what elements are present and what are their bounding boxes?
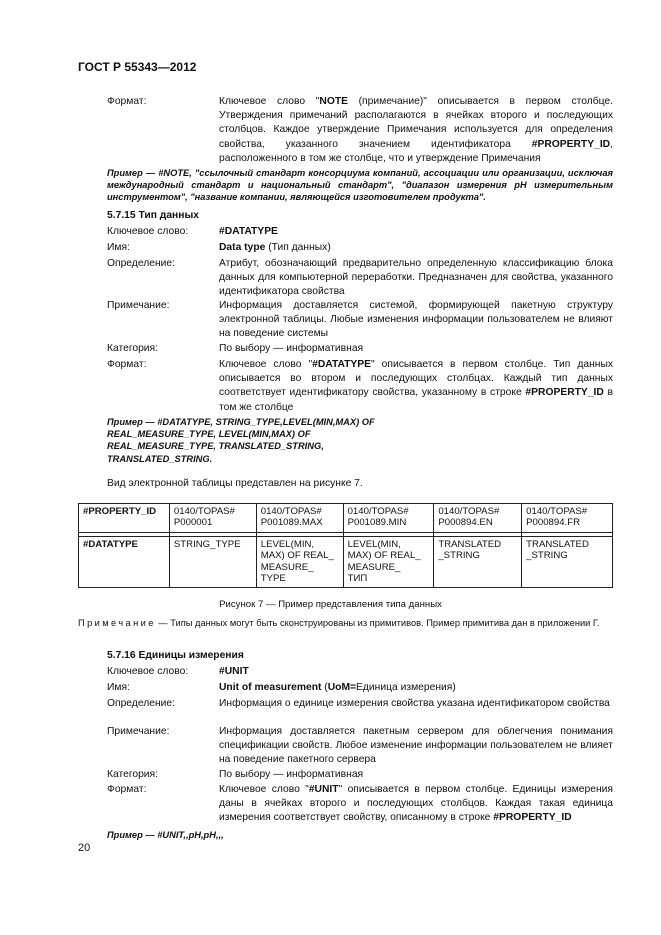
- example-datatype: Пример — #DATATYPE, STRING_TYPE,LEVEL(MIN,MAX) OF REAL_MEASURE_TYPE, LEVEL(MIN,MAX) OF REAL_MEASURE_TYPE, TRANSLATED_STRING, TRANSLATED_STRING.: [107, 417, 375, 464]
- table-cell: #DATATYPE: [79, 536, 170, 588]
- format-label: Формат:: [107, 359, 147, 370]
- keyword-value: #UNIT: [219, 666, 249, 677]
- remark-value: Информация доставляется пакетным сервером для облегчения понимания спецификации свойств. Любое изменение информации пользователем не влияет на поведение пакетного сервера: [219, 726, 613, 766]
- definition-label: Определение:: [107, 698, 175, 709]
- table-row: [79, 536, 613, 588]
- table-cell: 0140/TOPAS# P000894.FR: [522, 504, 613, 533]
- table-cell: LEVEL(MIN, MAX) OF REAL_ MEASURE_ TYPE: [256, 536, 343, 588]
- keyword-value: #DATATYPE: [219, 226, 278, 237]
- remark-label: Примечание:: [107, 726, 170, 737]
- note-format-label: Формат:: [107, 96, 147, 107]
- figure-7-table: [78, 503, 613, 588]
- section-title-datatype: 5.7.15 Тип данных: [107, 210, 200, 221]
- category-label: Категория:: [107, 343, 158, 354]
- category-label: Категория:: [107, 769, 158, 780]
- keyword: NOTE: [319, 96, 348, 107]
- table-cell: 0140/TOPAS# P000001: [169, 504, 256, 533]
- name-label: Имя:: [107, 682, 130, 693]
- keyword-label: Ключевое слово:: [107, 226, 189, 237]
- format-value: Ключевое слово "#UNIT" описывается в первом столбце. Единицы измерения даны в ячейках второго и последующих столбцов. Каждая такая единица измерения соответствует свойству, описанному в строке #PROPERTY_ID: [219, 784, 613, 824]
- category-value: По выбору — информативная: [219, 769, 364, 780]
- keyword-label: Ключевое слово:: [107, 666, 189, 677]
- category-value: По выбору — информативная: [219, 343, 364, 354]
- keyword: #PROPERTY_ID: [531, 138, 611, 150]
- table-cell: TRANSLATED _STRING: [522, 536, 613, 588]
- table-cell: 0140/TOPAS# P001089.MIN: [343, 504, 434, 533]
- name-value: Unit of measurement (UoM=Единица измерения): [219, 682, 456, 693]
- definition-label: Определение:: [107, 258, 175, 269]
- remark-label: Примечание:: [107, 300, 170, 311]
- name-value: Data type (Тип данных): [219, 242, 331, 253]
- definition-value: Информация о единице измерения свойства указана идентификатором свойства: [219, 698, 610, 709]
- figure-intro: Вид электронной таблицы представлен на рисунке 7.: [107, 478, 363, 489]
- figure-caption: Рисунок 7 — Пример представления типа данных: [219, 599, 442, 610]
- page-number: 20: [78, 842, 91, 854]
- page-header: ГОСТ Р 55343—2012: [78, 60, 197, 74]
- remark-value: Информация доставляется системой, формирующей пакетную структуру электронной таблицы. Любые изменения информации пользователем не влияют на поведение системы: [219, 300, 613, 340]
- table-cell: STRING_TYPE: [169, 536, 256, 588]
- table-cell: 0140/TOPAS# P001089.MAX: [256, 504, 343, 533]
- table-row: [79, 504, 613, 533]
- definition-value: Атрибут, обозначающий предварительно определенную классификацию блока данных для компьютерной переработки. Предназначен для свойства, указанного идентификатора свойства: [219, 258, 613, 298]
- example-note: Пример — #NOTE, "ссылочный стандарт консорциума компаний, ассоциации или организации, исключая международный стандарт и национальный стандарт", "диапазон измерения pH измерительным инструментом", "название компании, являющейся изготовителем продукта".: [107, 168, 613, 203]
- format-value: Ключевое слово "#DATATYPE" описывается в первом столбце. Тип данных описывается во втором и последующих столбцах. Каждый тип данных соответствует идентификатору свойства, указанному в строке #PROPERTY_ID в том же столбце: [219, 359, 613, 413]
- table-cell: #PROPERTY_ID: [79, 504, 170, 533]
- name-label: Имя:: [107, 242, 130, 253]
- example-unit: Пример — #UNIT,,pH,pH,,,: [107, 830, 224, 840]
- note-format-text: Ключевое слово "NOTE (примечание)" описывается в первом столбце. Утверждения примечаний располагаются в ячейках второго и последующих столбцов. Каждое утверждение Примечания используется для определения свойства, указанного значением идентификатора #PROPERTY_ID, расположенного в том же столбце, что и утверждение Примечания: [219, 96, 613, 164]
- table-cell: TRANSLATED _STRING: [434, 536, 522, 588]
- format-label: Формат:: [107, 784, 147, 795]
- remark-note: Примечание — Типы данных могут быть сконструированы из примитивов. Пример примитива дан в приложении Г.: [78, 618, 600, 628]
- table-cell: LEVEL(MIN, MAX) OF REAL_ MEASURE_ ТИП: [343, 536, 434, 588]
- table-cell: 0140/TOPAS# P000894.EN: [434, 504, 522, 533]
- section-title-unit: 5.7.16 Единицы измерения: [107, 650, 244, 661]
